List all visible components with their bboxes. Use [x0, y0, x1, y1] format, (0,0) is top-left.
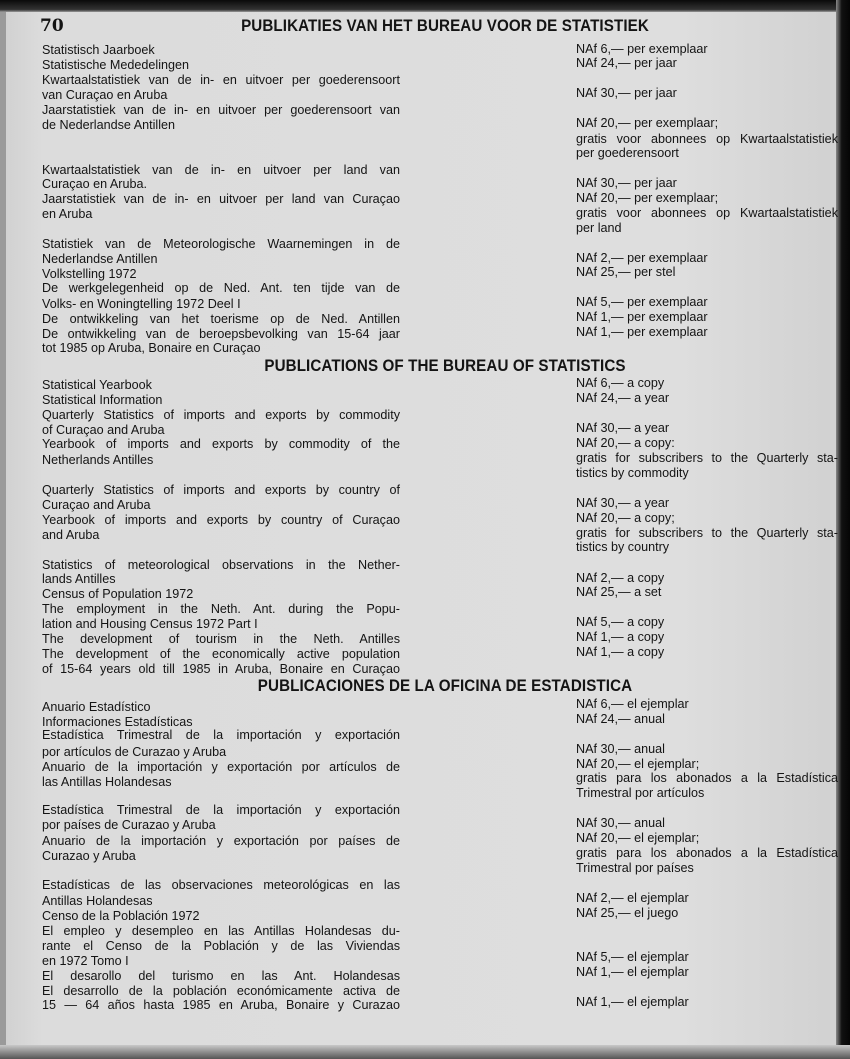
- publication-title-line: Kwartaalstatistiek van de in- en uitvoer per goederensoort: [42, 73, 400, 87]
- price-line: NAf 24,— anual: [576, 712, 665, 726]
- price-line: NAf 30,— a year: [576, 496, 670, 510]
- publication-title-line: Statistics of meteorological observations in the Nether-: [42, 558, 400, 572]
- publication-title-line: Curaçao and Aruba: [42, 498, 151, 512]
- price-line: NAf 5,— a copy: [576, 615, 665, 629]
- price-line: gratis voor abonnees op Kwartaalstatistiek: [576, 132, 838, 146]
- price-line: NAf 1,— a copy: [576, 630, 665, 644]
- publication-title-line: por países de Curazao y Aruba: [42, 818, 216, 832]
- section-title: PUBLICACIONES DE LA OFICINA DE ESTADISTICA: [257, 677, 633, 695]
- publication-title-line: en 1972 Tomo I: [42, 954, 129, 968]
- publication-title-line: Curazao y Aruba: [42, 849, 136, 863]
- publication-title-line: Curaçao en Aruba.: [42, 177, 148, 191]
- price-line: gratis para los abonados a la Estadística: [576, 771, 838, 785]
- publication-title-line: rante el Censo de la Población y de las Viviendas: [42, 939, 400, 953]
- publication-title-line: El empleo y desempleo en las Antillas Holandesas du-: [42, 924, 400, 938]
- publication-title-line: Census of Population 1972: [42, 587, 194, 601]
- price-line: NAf 30,— anual: [576, 742, 665, 756]
- price-line: NAf 24,— a year: [576, 391, 670, 405]
- price-line: NAf 20,— per exemplaar;: [576, 191, 719, 205]
- publication-title-line: Censo de la Población 1972: [42, 909, 200, 923]
- publication-title-line: de Nederlandse Antillen: [42, 118, 176, 132]
- publication-title-line: Informaciones Estadísticas: [42, 715, 193, 729]
- publication-title-line: El desarollo del turismo en las Ant. Holandesas: [42, 969, 400, 983]
- price-line: NAf 25,— el juego: [576, 906, 679, 920]
- publication-title-line: and Aruba: [42, 528, 100, 542]
- publication-title-line: Jaarstatistiek van de in- en uitvoer per goederensoort van: [42, 103, 400, 117]
- price-line: tistics by commodity: [576, 466, 689, 480]
- price-line: NAf 6,— per exemplaar: [576, 42, 708, 56]
- price-line: gratis for subscribers to the Quarterly sta-: [576, 526, 838, 540]
- price-line: NAf 6,— el ejemplar: [576, 697, 689, 711]
- publication-title-line: Statistische Mededelingen: [42, 58, 190, 72]
- price-line: NAf 2,— a copy: [576, 571, 665, 585]
- publication-title-line: Quarterly Statistics of imports and exports by commodity: [42, 408, 400, 422]
- price-line: NAf 20,— a copy;: [576, 511, 675, 525]
- price-line: NAf 2,— per exemplaar: [576, 251, 708, 265]
- price-line: gratis voor abonnees op Kwartaalstatistiek: [576, 206, 838, 220]
- price-line: Trimestral por países: [576, 861, 694, 875]
- publication-title-line: lands Antilles: [42, 572, 116, 586]
- publication-title-line: De ontwikkeling van de beroepsbevolking van 15-64 jaar: [42, 327, 400, 341]
- publication-title-line: El desarrollo de la población económicamente activa de: [42, 984, 400, 998]
- scan-bottom-border: [0, 1045, 850, 1059]
- price-line: gratis para los abonados a la Estadística: [576, 846, 838, 860]
- publication-title-line: Statistiek van de Meteorologische Waarnemingen in de: [42, 237, 400, 251]
- publication-title-line: Jaarstatistiek van de in- en uitvoer per land van Curaçao: [42, 192, 400, 206]
- price-line: NAf 5,— el ejemplar: [576, 950, 689, 964]
- publication-title-line: Volks- en Woningtelling 1972 Deel I: [42, 297, 241, 311]
- section-title: PUBLIKATIES VAN HET BUREAU VOOR DE STATISTIEK: [241, 17, 649, 35]
- publication-title-line: Yearbook of imports and exports by commodity of the: [42, 437, 400, 451]
- scan-top-border: [0, 0, 850, 12]
- publication-title-line: De werkgelegenheid op de Ned. Ant. ten tijde van de: [42, 281, 400, 295]
- price-line: gratis for subscribers to the Quarterly sta-: [576, 451, 838, 465]
- price-line: NAf 1,— el ejemplar: [576, 995, 689, 1009]
- price-line: tistics by country: [576, 540, 670, 554]
- publication-title-line: Anuario de la importación y exportación por artículos de: [42, 760, 400, 774]
- price-line: per land: [576, 221, 622, 235]
- price-line: NAf 25,— per stel: [576, 265, 676, 279]
- publication-title-line: The employment in the Neth. Ant. during the Popu-: [42, 602, 400, 616]
- page-number: 70: [40, 16, 64, 36]
- publication-title-line: Yearbook of imports and exports by country of Curaçao: [42, 513, 400, 527]
- price-line: NAf 20,— a copy:: [576, 436, 675, 450]
- price-line: NAf 6,— a copy: [576, 376, 665, 390]
- publication-title-line: Netherlands Antilles: [42, 453, 154, 467]
- publication-title-line: Anuario de la importación y exportación por países de: [42, 834, 400, 848]
- price-line: NAf 5,— per exemplaar: [576, 295, 708, 309]
- book-spine-edge: [836, 0, 850, 1059]
- publication-title-line: of 15-64 years old till 1985 in Aruba, Bonaire en Curaçao: [42, 662, 400, 676]
- price-line: NAf 1,— el ejemplar: [576, 965, 689, 979]
- publication-title-line: las Antillas Holandesas: [42, 775, 172, 789]
- publication-title-line: Antillas Holandesas: [42, 894, 153, 908]
- price-line: NAf 20,— el ejemplar;: [576, 831, 700, 845]
- publication-title-line: Volkstelling 1972: [42, 267, 137, 281]
- publication-title-line: Kwartaalstatistiek van de in- en uitvoer per land van: [42, 163, 400, 177]
- publication-title-line: Nederlandse Antillen: [42, 252, 158, 266]
- price-line: NAf 20,— per exemplaar;: [576, 116, 719, 130]
- page-left-edge: [0, 0, 6, 1059]
- publication-title-line: Statistical Information: [42, 393, 163, 407]
- publication-title-line: Statistical Yearbook: [42, 378, 152, 392]
- publication-title-line: Estadística Trimestral de la importación y exportación: [42, 728, 400, 742]
- price-line: NAf 1,— a copy: [576, 645, 665, 659]
- publication-title-line: The development of the economically active population: [42, 647, 400, 661]
- section-title: PUBLICATIONS OF THE BUREAU OF STATISTICS: [264, 357, 626, 375]
- price-line: NAf 20,— el ejemplar;: [576, 757, 700, 771]
- price-line: per goederensoort: [576, 146, 679, 160]
- publication-title-line: van Curaçao en Aruba: [42, 88, 168, 102]
- price-line: NAf 25,— a set: [576, 585, 662, 599]
- publication-title-line: lation and Housing Census 1972 Part I: [42, 617, 258, 631]
- publication-title-line: por artículos de Curazao y Aruba: [42, 745, 227, 759]
- publication-title-line: 15 — 64 años hasta 1985 en Aruba, Bonaire y Curazao: [42, 998, 400, 1012]
- publication-title-line: De ontwikkeling van het toerisme op de Ned. Antillen: [42, 312, 400, 326]
- publication-title-line: Estadística Trimestral de la importación y exportación: [42, 803, 400, 817]
- price-line: NAf 30,— a year: [576, 421, 670, 435]
- price-line: Trimestral por artículos: [576, 786, 705, 800]
- price-line: NAf 30,— per jaar: [576, 86, 677, 100]
- price-line: NAf 1,— per exemplaar: [576, 325, 708, 339]
- publication-title-line: Quarterly Statistics of imports and exports by country of: [42, 483, 400, 497]
- publication-title-line: Estadísticas de las observaciones meteorológicas en las: [42, 878, 400, 892]
- publication-title-line: Anuario Estadístico: [42, 700, 151, 714]
- price-line: NAf 2,— el ejemplar: [576, 891, 689, 905]
- publication-title-line: of Curaçao and Aruba: [42, 423, 165, 437]
- publication-title-line: tot 1985 op Aruba, Bonaire en Curaçao: [42, 341, 261, 355]
- publication-title-line: Statistisch Jaarboek: [42, 43, 155, 57]
- price-line: NAf 24,— per jaar: [576, 56, 677, 70]
- publication-title-line: en Aruba: [42, 207, 93, 221]
- price-line: NAf 1,— per exemplaar: [576, 310, 708, 324]
- price-line: NAf 30,— anual: [576, 816, 665, 830]
- publication-title-line: The development of tourism in the Neth. Antilles: [42, 632, 400, 646]
- price-line: NAf 30,— per jaar: [576, 176, 677, 190]
